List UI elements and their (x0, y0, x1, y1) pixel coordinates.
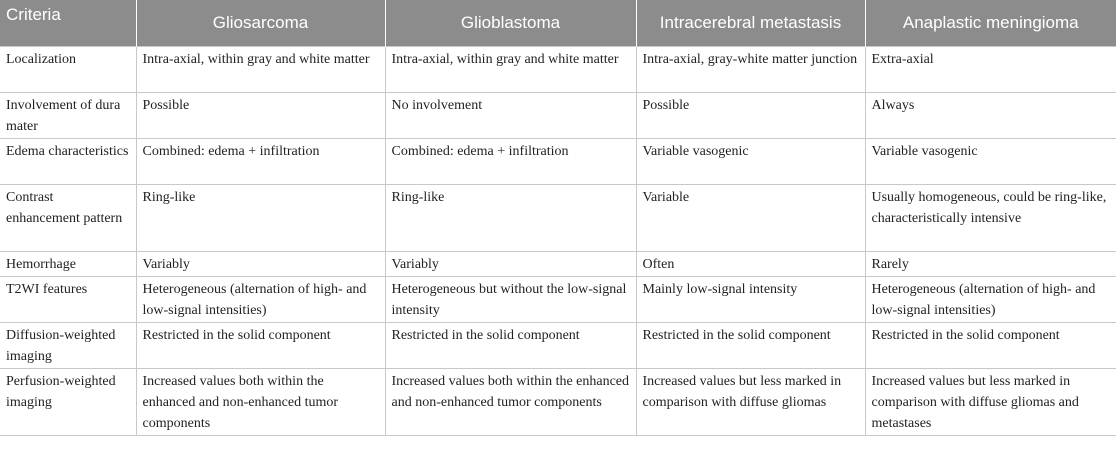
table-cell: Variably (385, 252, 636, 277)
header-intracerebral-metastasis: Intracerebral metastasis (636, 0, 865, 47)
table-row (0, 323, 1116, 369)
row-criterion: Edema characteristics (0, 139, 136, 185)
table-cell: Restricted in the solid component (865, 323, 1116, 369)
table-cell: Heterogeneous (alternation of high- and low-signal intensities) (865, 277, 1116, 323)
header-row (0, 0, 1116, 47)
header-glioblastoma: Glioblastoma (385, 0, 636, 47)
table-cell: Possible (636, 93, 865, 139)
table-header (0, 0, 1116, 47)
row-criterion: T2WI features (0, 277, 136, 323)
table-cell: Restricted in the solid component (385, 323, 636, 369)
table-cell: Combined: edema + infiltration (385, 139, 636, 185)
table-cell: Variable (636, 185, 865, 252)
table-cell: Usually homogeneous, could be ring-like, characteristically intensive (865, 185, 1116, 252)
table-cell: Combined: edema + infiltration (136, 139, 385, 185)
table-cell: Heterogeneous (alternation of high- and low-signal intensities) (136, 277, 385, 323)
table-row (0, 252, 1116, 277)
table-cell: Ring-like (385, 185, 636, 252)
table-row (0, 93, 1116, 139)
table-cell: Variably (136, 252, 385, 277)
table-cell: Extra-axial (865, 47, 1116, 93)
table-row (0, 277, 1116, 323)
table-body (0, 47, 1116, 436)
table-cell: Variable vasogenic (636, 139, 865, 185)
row-criterion: Perfusion-weighted imaging (0, 369, 136, 436)
table-row (0, 369, 1116, 436)
table-row (0, 185, 1116, 252)
row-criterion: Contrast enhancement pattern (0, 185, 136, 252)
table-row (0, 47, 1116, 93)
table-row (0, 139, 1116, 185)
table-cell: Intra-axial, gray-white matter junction (636, 47, 865, 93)
table-cell: Possible (136, 93, 385, 139)
row-criterion: Localization (0, 47, 136, 93)
table-cell: Mainly low-signal intensity (636, 277, 865, 323)
table-cell: Increased values but less marked in comparison with diffuse gliomas (636, 369, 865, 436)
table-cell: Intra-axial, within gray and white matter (136, 47, 385, 93)
table-cell: Increased values both within the enhanced and non-enhanced tumor components (385, 369, 636, 436)
table-cell: Intra-axial, within gray and white matter (385, 47, 636, 93)
table-cell: Heterogeneous but without the low-signal intensity (385, 277, 636, 323)
table-cell: Rarely (865, 252, 1116, 277)
header-anaplastic-meningioma: Anaplastic meningioma (865, 0, 1116, 47)
table-cell: Always (865, 93, 1116, 139)
table-cell: Often (636, 252, 865, 277)
table-cell: No involvement (385, 93, 636, 139)
header-criteria: Criteria (0, 0, 136, 47)
header-gliosarcoma: Gliosarcoma (136, 0, 385, 47)
table-cell: Restricted in the solid component (636, 323, 865, 369)
table-cell: Variable vasogenic (865, 139, 1116, 185)
row-criterion: Involvement of dura mater (0, 93, 136, 139)
table-cell: Increased values both within the enhanced and non-enhanced tumor components (136, 369, 385, 436)
table-cell: Restricted in the solid component (136, 323, 385, 369)
row-criterion: Hemorrhage (0, 252, 136, 277)
table-cell: Increased values but less marked in comparison with diffuse gliomas and metastases (865, 369, 1116, 436)
table-cell: Ring-like (136, 185, 385, 252)
row-criterion: Diffusion-weighted imaging (0, 323, 136, 369)
